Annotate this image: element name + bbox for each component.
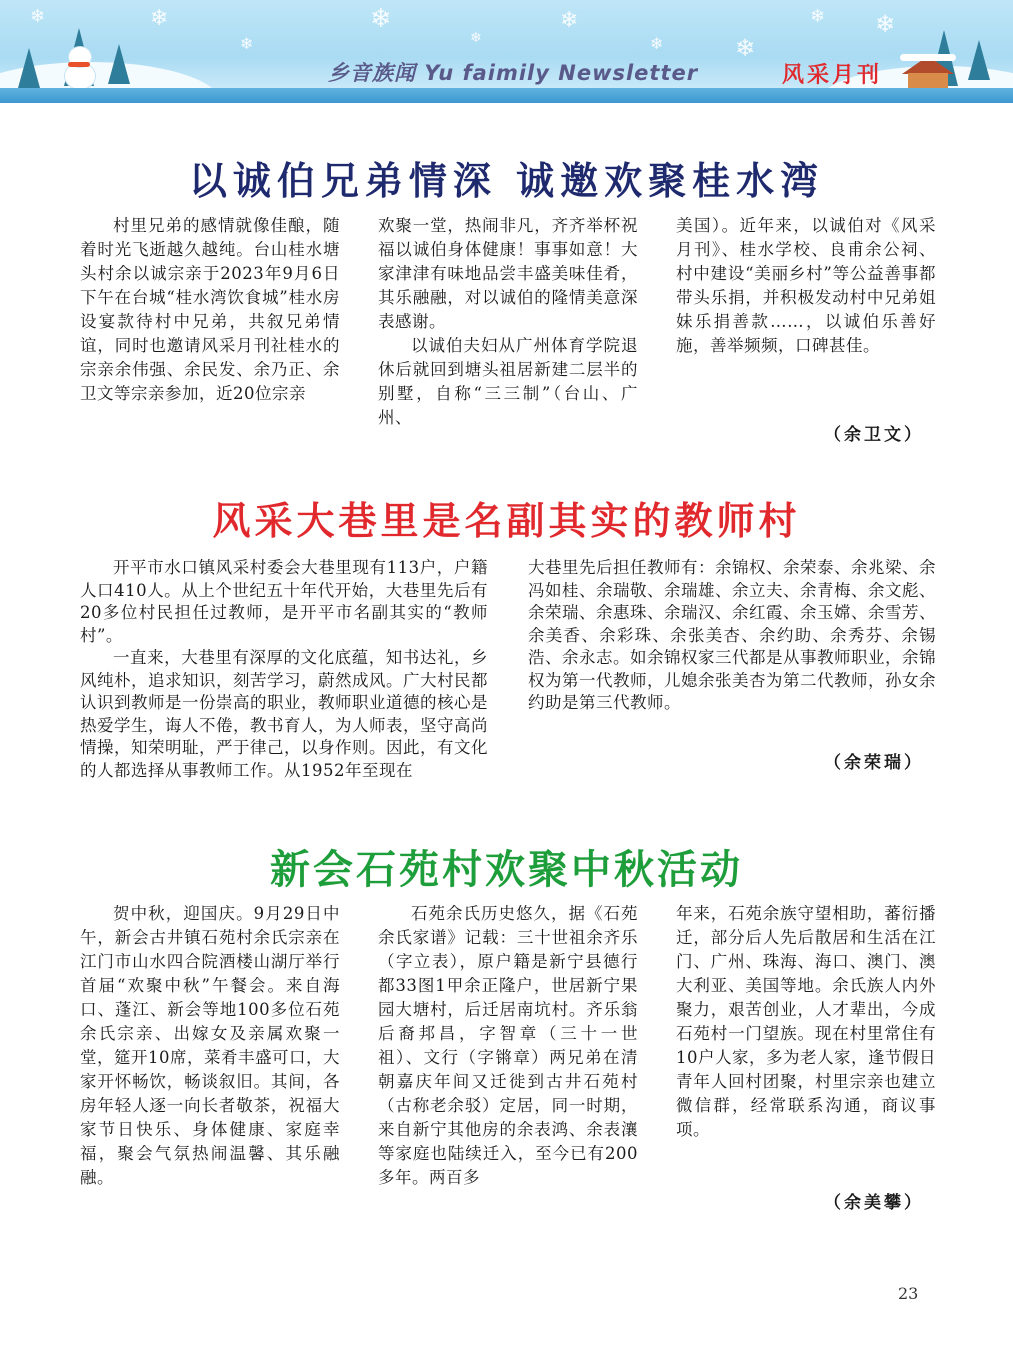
article3-title: 新会石苑村欢聚中秋活动 [270, 847, 743, 893]
article1-byline: （余卫文） [824, 425, 924, 445]
header-banner [0, 0, 1013, 103]
article2-byline: （余荣瑞） [824, 753, 924, 773]
article3-col2 [378, 902, 638, 1190]
magazine-name: 风采月刊 [782, 63, 883, 88]
snowflake-icon: ❄ [470, 30, 482, 46]
snowflake-icon: ❄ [650, 34, 664, 53]
paragraph: 以诚伯夫妇从广州体育学院退休后就回到塘头祖居新建二层半的别墅，自称“三三制”（台山、广州、 [378, 336, 638, 427]
article3-col3 [676, 902, 936, 1142]
newsletter-name: 乡音族闻 Yu faimily Newsletter [328, 61, 699, 85]
article1-title: 以诚伯兄弟情深 诚邀欢聚桂水湾 [188, 159, 825, 203]
house-snow [900, 54, 956, 61]
snowflake-icon: ❄ [240, 34, 254, 53]
article2-col1 [80, 557, 488, 782]
article3-col1 [80, 902, 340, 1190]
paragraph: 石苑余氏历史悠久，据《石苑余氏家谱》记载：三十世祖余齐乐（字立表），原户籍是新宁县德行都33图1甲余正隆户，世居新宁果园大塘村，后迁居南坑村。齐乐翁后裔邦昌，字智章（三十一世祖）、文行（字锵章）两兄弟在清朝嘉庆年间又迁徙到古井石苑村（古称老余驳）定居，同一时期，来自新宁其他房的余表鸿、余表瀼等家庭也陆续迁入，至今已有200多年。两百多 [378, 904, 638, 1187]
tree-icon [108, 44, 130, 84]
article1-col3 [676, 214, 936, 358]
snowflake-icon: ❄ [30, 6, 46, 27]
house-body [908, 73, 948, 88]
paragraph: 年来，石苑余族守望相助，蕃衍播迁，部分后人先后散居和生活在江门、广州、珠海、海口、澳门、澳大利亚、美国等地。余氏族人内外聚力，艰苦创业，人才辈出，今成石苑村一门望族。现在村里常住有10户人家，多为老人家，逢节假日青年人回村团聚，村里宗亲也建立微信群，经常联系沟通，商议事项。 [676, 904, 936, 1139]
paragraph: 美国）。近年来，以诚伯对《风采月刊》、桂水学校、良甫余公祠、村中建设“美丽乡村”等公益善事都带头乐捐，并积极发动村中兄弟姐妹乐捐善款……，以诚伯乐善好施，善举频频，口碑甚佳。 [676, 216, 936, 355]
snowflake-icon: ❄ [150, 6, 169, 31]
tree-icon [968, 40, 990, 80]
article1-col1 [80, 214, 340, 406]
paragraph: 欢聚一堂，热闹非凡，齐齐举杯祝福以诚伯身体健康！事事如意！大家津津有味地品尝丰盛美味佳肴，其乐融融，对以诚伯的隆情美意深表感谢。 [378, 216, 638, 331]
article2-title: 风采大巷里是名副其实的教师村 [212, 499, 801, 543]
article2-col2 [528, 557, 936, 715]
banner-strip [0, 88, 1013, 103]
paragraph: 村里兄弟的感情就像佳酿，随着时光飞逝越久越纯。台山桂水塘头村余以诚宗亲于2023年9月6日下午在台城“桂水湾饮食城”桂水房设宴款待村中兄弟，共叙兄弟情谊，同时也邀请风采月刊社桂水的宗亲余伟强、余民发、余乃正、余卫文等宗亲参加，近20位宗亲 [80, 216, 340, 403]
paragraph: 开平市水口镇风采村委会大巷里现有113户，户籍人口410人。从上个世纪五十年代开始，大巷里先后有20多位村民担任过教师，是开平市名副其实的“教师村”。 [80, 558, 488, 645]
paragraph: 一直来，大巷里有深厚的文化底蕴，知书达礼，乡风纯朴，追求知识，刻苦学习，蔚然成风。广大村民都认识到教师是一份崇高的职业，教师职业道德的核心是热爱学生，诲人不倦，教书育人，为人师表，坚守高尚情操，知荣明耻，严于律己，以身作则。因此，有文化的人都选择从事教师工作。从1952年至现在 [80, 648, 488, 780]
article3-byline: （余美攀） [824, 1193, 924, 1213]
snowflake-icon: ❄ [735, 34, 756, 62]
article1-col2 [378, 214, 638, 430]
scarf [68, 62, 90, 67]
snowflake-icon: ❄ [370, 4, 392, 34]
snowflake-icon: ❄ [875, 10, 896, 38]
tree-icon [18, 48, 40, 88]
paragraph: 贺中秋，迎国庆。9月29日中午，新会古井镇石苑村余氏宗亲在江门市山水四合院酒楼山湖厅举行首届“欢聚中秋”午餐会。来自海口、蓬江、新会等地100多位石苑余氏宗亲、出嫁女及亲属欢聚一堂，筵开10席，菜肴丰盛可口，大家开怀畅饮，畅谈叙旧。其间，各房年轻人逐一向长者敬茶，祝福大家节日快乐、身体健康、家庭幸福，聚会气氛热闹温馨、其乐融融。 [80, 904, 340, 1187]
page-number: 23 [898, 1284, 919, 1303]
paragraph: 大巷里先后担任教师有：余锦权、余荣泰、余兆梁、余冯如桂、余瑞敬、余瑞雄、余立夫、余青梅、余文彪、余荣瑞、余惠珠、余瑞汉、余红霞、余玉嫦、余雪芳、余美香、余彩珠、余张美杏、余约助、余秀芬、余锡浩、余永志。如余锦权家三代都是从事教师职业，余锦权为第一代教师，儿媳余张美杏为第二代教师，孙女余约助是第三代教师。 [528, 558, 936, 712]
snowflake-icon: ❄ [810, 6, 826, 27]
snowflake-icon: ❄ [560, 8, 579, 33]
